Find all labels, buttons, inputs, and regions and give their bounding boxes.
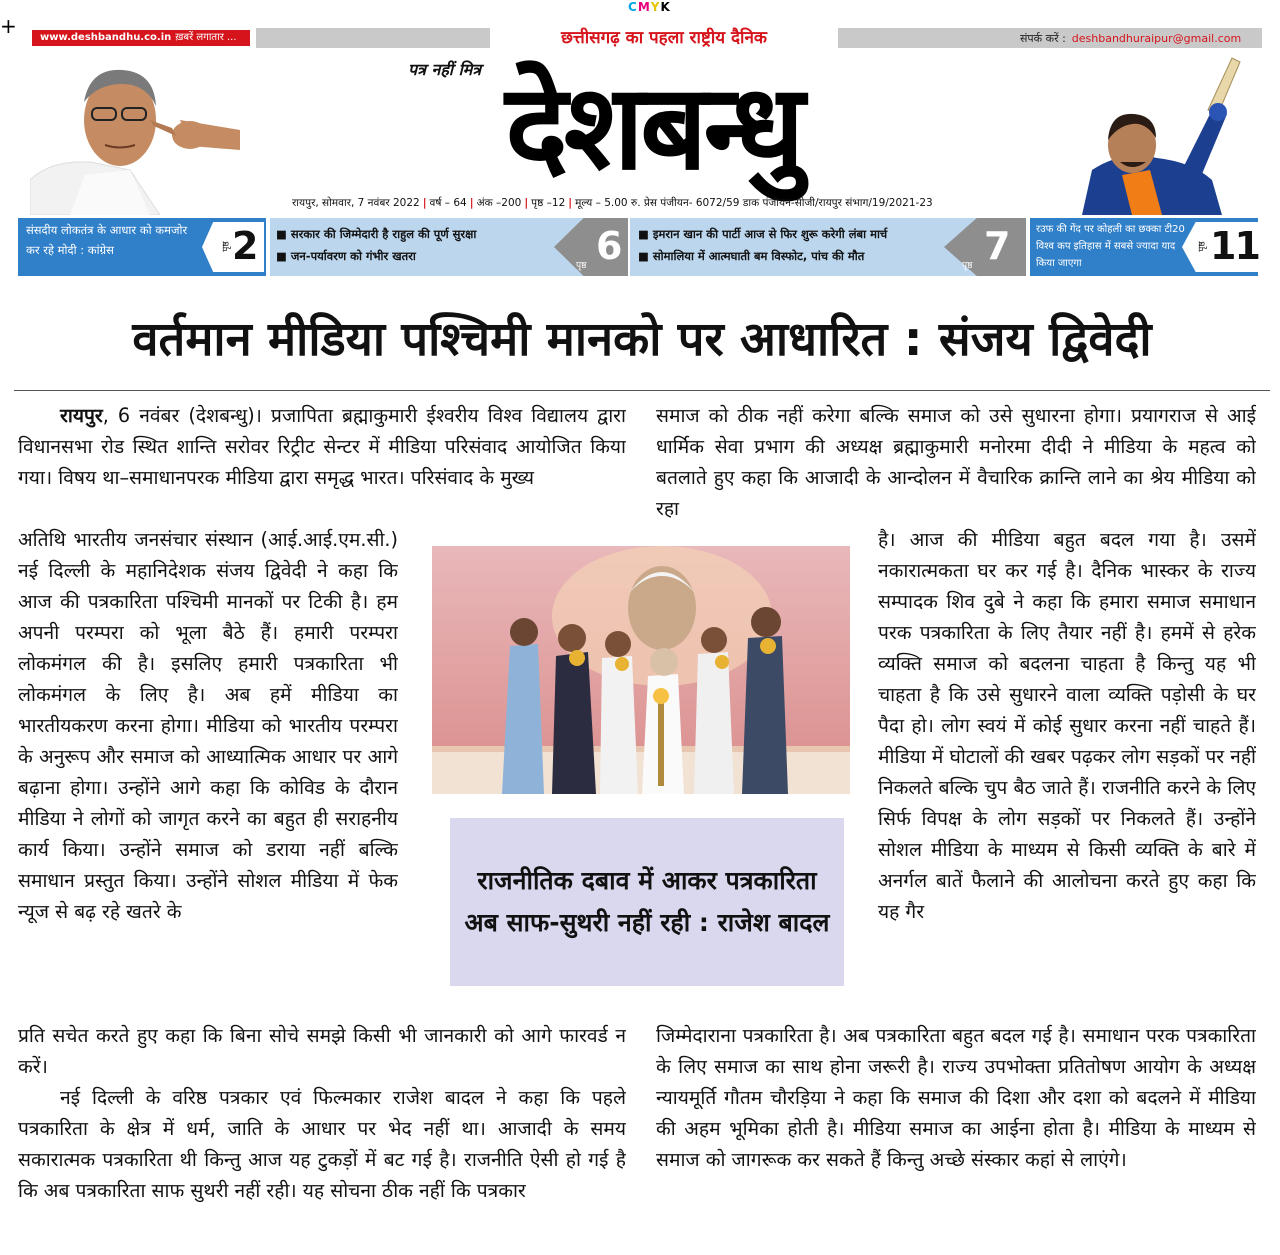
cricketer-photo — [1062, 50, 1262, 215]
tagline: छत्तीसगढ़ का पहला राष्ट्रीय दैनिक — [490, 27, 838, 49]
masthead-motto: पत्र नहीं मित्र — [408, 60, 482, 79]
pull-quote — [450, 818, 844, 986]
page-6-number: 6 — [596, 224, 623, 268]
page-word: पृष्ठ — [576, 261, 587, 271]
right-col-wrap: है। आज की मीडिया बहुत बदल गया है। उसमें नकारात्मकता घर कर गई है। दैनिक भास्कर के राज्य सम्पादक शिव दुबे ने कहा कि हमारा समाज समाधान परक पत्रकारिता के लिए तैयार नहीं है। हममें से हरेक व्यक्ति समाज को बदलना चाहता है किन्तु यह भी चाहता है कि उसे सुधारने वाला व्यक्ति पड़ोसी के घर पैदा हो। लोग स्वयं में कोई सुधार करना नहीं चाहते हैं। मीडिया में घोटालों की खबर पढ़कर लोग सड़कों पर नहीं निकलते बल्कि चुप बैठ जाते हैं। राजनीति करने के लिए सिर्फ विपक्ष के लोग सड़कों पर निकलते हैं। उन्होंने सोशल मीडिया के माध्यम से किसी व्यक्ति के बारे में अनर्गल बातें फैलाने की आलोचना करते हुए कहा कि यह गैर — [878, 528, 1256, 923]
left-col-bottom: प्रति सचेत करते हुए कहा कि बिना सोचे समझे किसी भी जानकारी को आगे फारवर्ड न करें। — [18, 1024, 626, 1078]
dateline-registration: प्रेस पंजीयन- 6072/59 डाक पंजीयन-सीजी/रायपुर संभाग/19/2021-23 — [643, 197, 933, 209]
website-bar[interactable] — [32, 30, 250, 46]
bullet-icon: ■ — [638, 227, 649, 241]
teaser-page-6[interactable] — [270, 218, 628, 276]
page-7-number: 7 — [984, 224, 1011, 268]
registration-mark-icon: + — [0, 14, 17, 38]
contact-info — [1020, 30, 1241, 48]
headline-divider — [14, 390, 1270, 391]
page-word: पृष्ठ — [221, 241, 232, 252]
dateline-city: रायपुर — [60, 404, 103, 427]
teaser-page-11[interactable] — [1030, 218, 1258, 276]
dateline-city-date: रायपुर, सोमवार, 7 नवंबर 2022 — [292, 197, 420, 209]
teaser-page-2-text: संसदीय लोकतंत्र के आधार को कमजोर कर रहे मोदी : कांग्रेस — [26, 223, 188, 257]
bullet-icon: ■ — [276, 227, 287, 241]
dateline-pages: पृष्ठ –12 — [531, 197, 566, 209]
teaser-page-6-item-2: ■ जन-पर्यावरण को गंभीर खतरा — [276, 249, 416, 263]
bullet-icon: ■ — [638, 249, 649, 263]
teaser-page-7[interactable] — [630, 218, 1026, 276]
website-link[interactable]: www.deshbandhu.co.in — [40, 32, 172, 43]
left-col-wrap: अतिथि भारतीय जनसंचार संस्थान (आई.आई.एम.सी.) नई दिल्ली के महानिदेशक संजय द्विवेदी ने कहा कि आज की पत्रकारिता पश्चिमी मानकों पर टिकी है। हम अपनी परम्परा को भूला बैठे हैं। हमारी परम्परा लोकमंगल की है। इसलिए हमारी पत्रकारिता भी लोकमंगल के लिए है। अब हमें मीडिया का भारतीयकरण करना होगा। मीडिया को भारतीय परम्परा के अनुरूप और समाज को आध्यात्मिक आधार पर आगे बढ़ाना होगा। उन्होंने आगे कहा कि कोविड के दौरान मीडिया ने लोगों को जागृत करने का बहुत ही सराहनीय कार्य किया। उन्होंने समाज को डराया नहीं बल्कि समाधान प्रस्तुत किया। उन्होंने सोशल मीडिया में फेक न्यूज से बढ़ रहे खतरे के — [18, 528, 398, 923]
bullet-icon: ■ — [276, 249, 287, 263]
politician-photo — [30, 50, 240, 215]
contact-email[interactable]: deshbandhuraipur@gmail.com — [1071, 32, 1242, 45]
left-col-para-2: नई दिल्ली के वरिष्ठ पत्रकार एवं फिल्मकार राजेश बादल ने कहा कि पहले पत्रकारिता के क्षेत्र में धर्म, जाति के आधार पर भेद नहीं था। आजादी के समय सकारात्मक पत्रकारिता थी किन्तु आज यह टुकड़ों में बट गई है। राजनीति ऐसी हो गई है कि अब पत्रकारिता साफ सुथरी नहीं रही। यह सोचना ठीक नहीं कि पत्रकार — [18, 1086, 626, 1202]
teaser-page-7-item-2: ■ सोमालिया में आत्मघाती बम विस्फोट, पांच की मौत — [638, 249, 865, 263]
website-slogan: ख़बरें लगातार ... — [175, 32, 237, 43]
teaser-page-2[interactable] — [18, 218, 266, 276]
page-2-number: 2 — [232, 224, 259, 268]
dateline-year: वर्ष – 64 — [429, 197, 467, 209]
page-word: पृष्ठ — [1197, 241, 1208, 252]
teaser-page-11-text: रउफ की गेंद पर कोहली का छक्का टी20 विश्व कप इतिहास में सबसे ज्यादा याद किया जाएगा — [1036, 224, 1185, 269]
left-col-intro: रायपुर, 6 नवंबर (देशबन्धु)। प्रजापिता ब्रह्माकुमारी ईश्वरीय विश्व विद्यालय द्वारा विधानसभा रोड स्थित शान्ति सरोवर रिट्रीट सेन्टर में मीडिया परिसंवाद आयोजित किया गया। विषय था–समाधानपरक मीडिया द्वारा समृद्ध भारत। परिसंवाद के मुख्य — [18, 404, 626, 489]
right-col-bottom: जिम्मेदाराना पत्रकारिता है। अब पत्रकारिता बहुत बदल गई है। समाधान परक पत्रकारिता के लिए समाज का साथ होना जरूरी है। राज्य उपभोक्ता प्रतितोषण आयोग के अध्यक्ष न्यायमूर्ति गौतम चौरड़िया ने कहा कि समाज की दिशा और दशा को बदलने में मीडिया की अहम भूमिका होती है। मीडिया समाज का आईना होता है। मीडिया के माध्यम से समाज को जागरूक कर सकते हैं किन्तु अच्छे संस्कार कहां से लाएंगे। — [656, 1024, 1256, 1171]
cmyk-print-mark: CMYK — [628, 0, 671, 14]
page-word: पृष्ठ — [962, 261, 973, 271]
dateline-price: मूल्य – 5.00 रु. — [575, 197, 641, 209]
contact-label: संपर्क करें : — [1020, 32, 1066, 45]
dateline-issue: अंक –200 — [476, 197, 522, 209]
page-11-number: 11 — [1210, 224, 1259, 268]
masthead-dateline: रायपुर, सोमवार, 7 नवंबर 2022 | वर्ष – 64 | अंक –200 | पृष्ठ –12 | मूल्य – 5.00 रु. प्रेस पंजीयन- 6072/59 डाक पंजीयन-सीजी/रायपुर संभाग/19/2021-23 — [292, 197, 933, 209]
masthead-title: देशबन्धु — [505, 58, 801, 196]
pull-quote-text: राजनीतिक दबाव में आकर पत्रकारिता अब साफ-सुथरी नहीं रही : राजेश बादल — [464, 866, 830, 937]
article-headline: वर्तमान मीडिया पश्चिमी मानको पर आधारित : संजय द्विवेदी — [132, 312, 1152, 367]
teaser-page-6-item-1: ■ सरकार की जिम्मेदारी है राहुल की पूर्ण सुरक्षा — [276, 227, 477, 241]
teaser-page-7-item-1: ■ इमरान खान की पार्टी आज से फिर शुरू करेगी लंबा मार्च — [638, 227, 888, 241]
right-col-top: समाज को ठीक नहीं करेगा बल्कि समाज को उसे सुधारना होगा। प्रयागराज से आई धार्मिक सेवा प्रभाग की अध्यक्ष ब्रह्माकुमारी मनोरमा दीदी ने मीडिया के महत्व को बतलाते हुए कहा कि आजादी के आन्दोलन में वैचारिक क्रान्ति लाने का श्रेय मीडिया को रहा — [656, 404, 1256, 520]
event-photo — [432, 546, 850, 794]
